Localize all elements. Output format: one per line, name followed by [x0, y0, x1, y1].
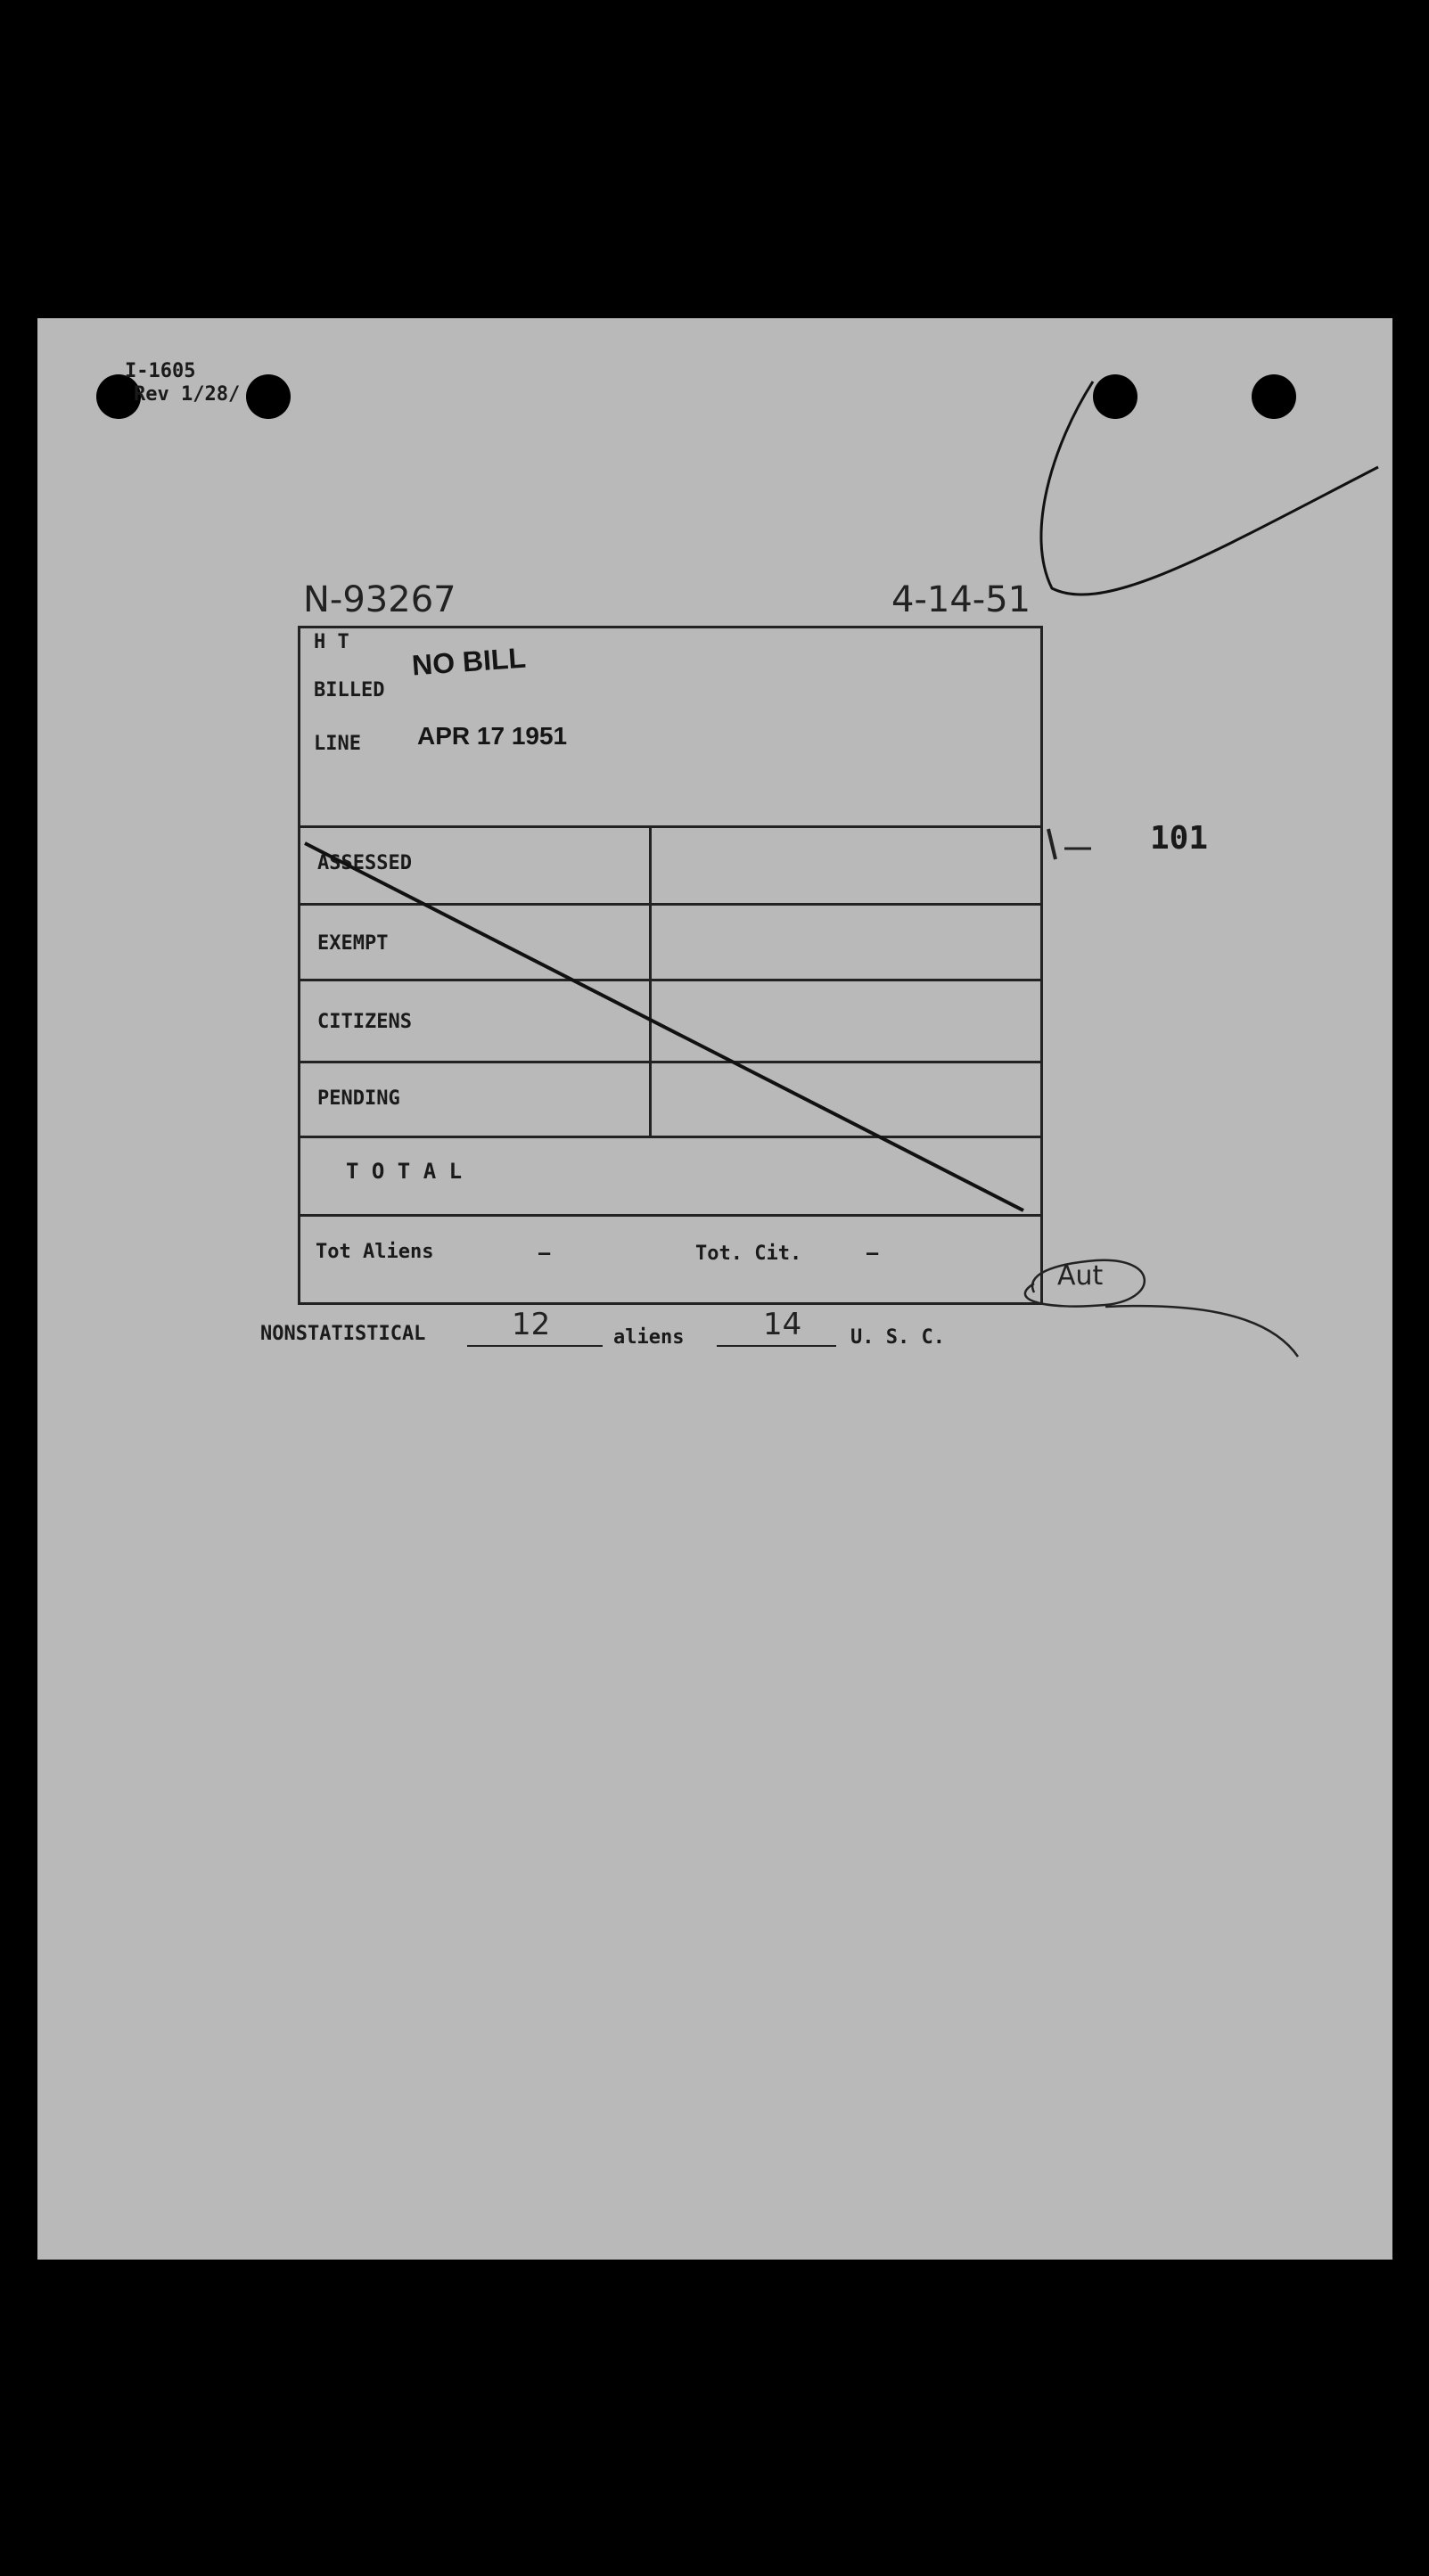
tot-aliens-label: Tot Aliens: [316, 1241, 434, 1263]
form-date: 4-14-51: [891, 579, 1031, 620]
nonstatistical-label: NONSTATISTICAL: [260, 1323, 426, 1345]
row-exempt: EXEMPT: [317, 932, 389, 955]
aliens-label: aliens: [613, 1326, 685, 1349]
initials: Aut: [1057, 1260, 1104, 1292]
side-mark: [1048, 829, 1055, 859]
line-label: LINE: [314, 733, 361, 755]
row-pending: PENDING: [317, 1087, 400, 1110]
date-stamp: APR 17 1951: [417, 722, 568, 750]
initials-loop: [1025, 1260, 1145, 1307]
side-number: 101: [1150, 820, 1209, 857]
aliens-value: 12: [512, 1307, 551, 1342]
strike-through-line: [305, 843, 1023, 1210]
tot-cit-value: —: [866, 1243, 879, 1265]
row-assessed: ASSESSED: [317, 852, 412, 874]
ht-label: H T: [314, 631, 349, 653]
billed-label: BILLED: [314, 679, 385, 701]
no-bill-stamp: NO BILL: [410, 641, 528, 682]
tot-aliens-value: —: [538, 1243, 551, 1265]
corner-pen-loop: [1041, 381, 1378, 595]
tot-cit-label: Tot. Cit.: [695, 1243, 802, 1265]
usc-label: U. S. C.: [850, 1326, 945, 1349]
row-citizens: CITIZENS: [317, 1011, 412, 1033]
usc-value: 14: [763, 1307, 802, 1342]
initials-tail: [1105, 1306, 1298, 1357]
form-number: I-1605: [125, 360, 196, 382]
file-number: N-93267: [303, 579, 456, 620]
form-revision: Rev 1/28/: [134, 383, 241, 406]
total-label: T O T A L: [346, 1159, 463, 1184]
